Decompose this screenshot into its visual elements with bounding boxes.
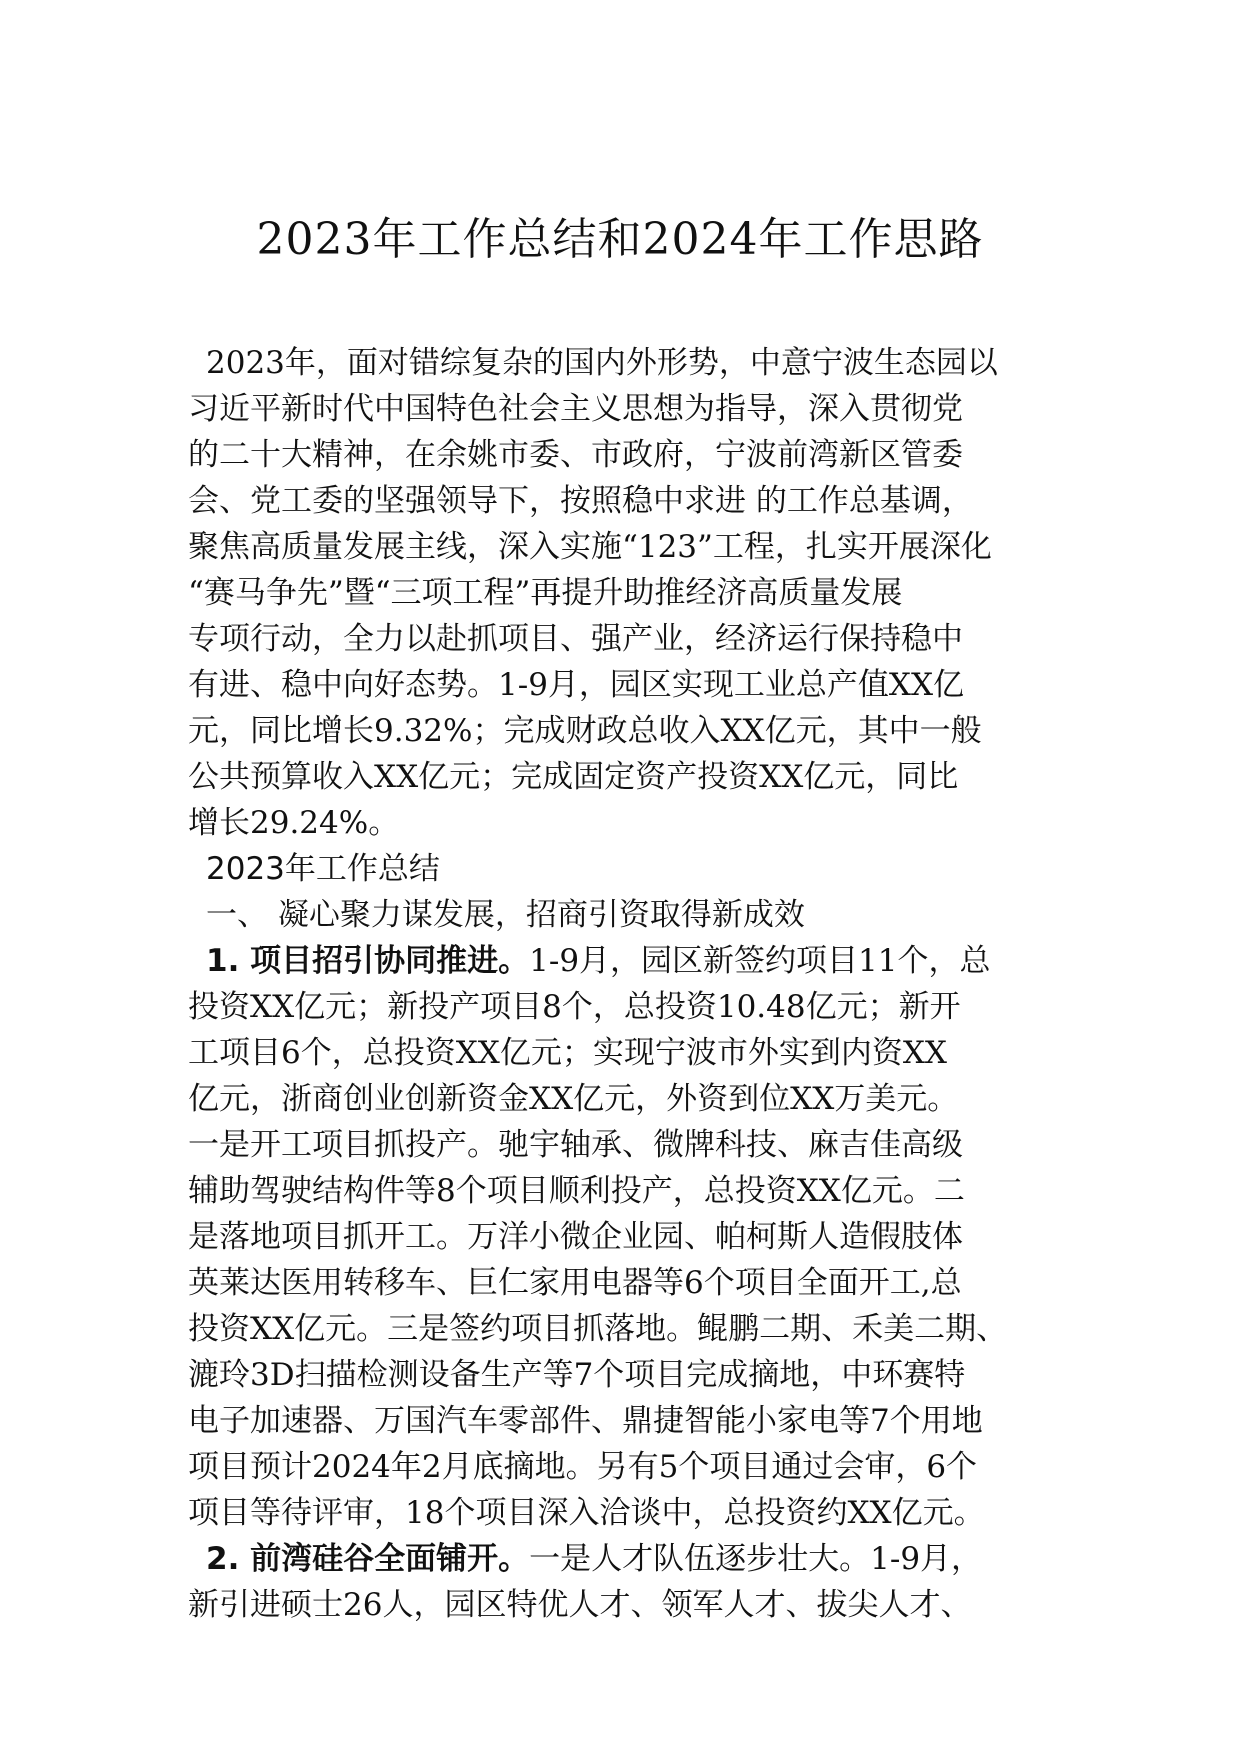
item-1-first-line [188,938,1058,984]
intro-paragraph [188,340,1058,846]
paragraph-line: 2023年，面对错综复杂的国内外形势，中意宁波生态园以 [206,345,998,381]
paragraph-line: 电子加速器、万国汽车零部件、鼎捷智能小家电等7个用地 [188,1403,983,1439]
document-body [188,340,1058,1628]
item-2-first-line [188,1536,1058,1582]
paragraph-line: 辅助驾驶结构件等8个项目顺利投产，总投资XX亿元。二 [188,1173,965,1209]
item-1-paragraph [188,938,1058,1536]
paragraph-line: 专项行动，全力以赴抓项目、强产业，经济运行保持稳中 [188,621,963,657]
paragraph-line: 漉玲3D扫描检测设备生产等7个项目完成摘地，中环赛特 [188,1357,966,1393]
paragraph-line: 的二十大精神，在余姚市委、市政府，宁波前湾新区管委 [188,437,963,473]
paragraph-line: “赛马争先”暨“三项工程”再提升助推经济高质量发展 [188,575,903,611]
paragraph-line: 亿元，浙商创业创新资金XX亿元，外资到位XX万美元。 [188,1081,959,1117]
paragraph-line: 公共预算收入XX亿元；完成固定资产投资XX亿元，同比 [188,759,959,795]
paragraph-line: 习近平新时代中国特色社会主义思想为指导，深入贯彻党 [188,391,963,427]
paragraph-line: 是落地项目抓开工。万洋小微企业园、帕柯斯人造假肢体 [188,1219,963,1255]
paragraph-line: 工项目6个，总投资XX亿元；实现宁波市外实到内资XX [188,1035,947,1071]
item-1-lead: 1. 项目招引协同推进。 [206,943,530,979]
paragraph-line: 元，同比增长9.32%；完成财政总收入XX亿元，其中一般 [188,713,982,749]
paragraph-line: 会、党工委的坚强领导下，按照稳中求进 的工作总基调， [188,483,973,519]
paragraph-line: 英莱达医用转移车、巨仁家用电器等6个项目全面开工,总 [188,1265,962,1301]
subsection-heading: 一、 凝心聚力谋发展，招商引资取得新成效 [206,897,805,933]
paragraph-line: 增长29.24%。 [188,805,400,841]
section-heading: 2023年工作总结 [206,851,440,887]
paragraph-line: 项目等待评审，18个项目深入洽谈中，总投资约XX亿元。 [188,1495,985,1531]
item-1-first-line-rest: 1-9月，园区新签约项目11个，总 [529,943,991,979]
item-2-paragraph [188,1536,1058,1628]
paragraph-line: 一是开工项目抓投产。驰宇轴承、微牌科技、麻吉佳高级 [188,1127,963,1163]
paragraph-line: 投资XX亿元。三是签约项目抓落地。鲲鹏二期、禾美二期、 [188,1311,1008,1347]
paragraph-line: 聚焦高质量发展主线，深入实施“123”工程，扎实开展深化 [188,529,992,565]
paragraph-line: 有进、稳中向好态势。1-9月，园区实现工业总产值XX亿 [188,667,965,703]
item-2-lead: 2. 前湾硅谷全面铺开。 [206,1541,530,1577]
document-title: 2023年工作总结和2024年工作思路 [256,214,984,265]
paragraph-line: 项目预计2024年2月底摘地。另有5个项目通过会审，6个 [188,1449,978,1485]
item-2-first-line-rest: 一是人才队伍逐步壮大。1-9月， [529,1541,983,1577]
paragraph-line: 投资XX亿元；新投产项目8个，总投资10.48亿元；新开 [188,989,961,1025]
paragraph-line: 新引进硕士26人，园区特优人才、领军人才、拔尖人才、 [188,1587,972,1623]
